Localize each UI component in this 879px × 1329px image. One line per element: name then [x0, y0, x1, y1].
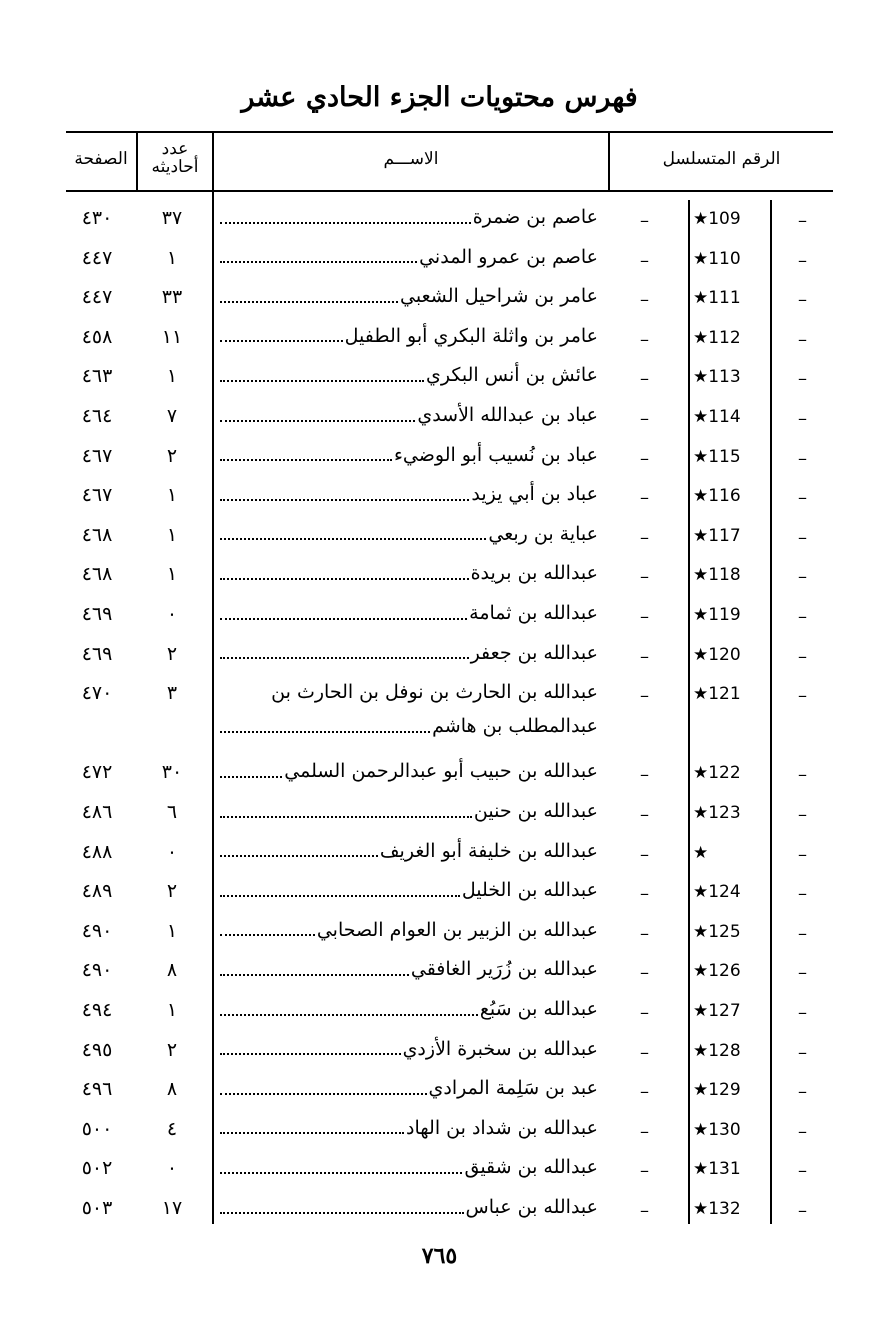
- page-title: فهرس محتويات الجزء الحادي عشر: [241, 82, 638, 113]
- row-hadith-count: ٨: [166, 1078, 178, 1101]
- row-name: [220, 952, 598, 986]
- row-page-number: ٤٩٥: [81, 1038, 113, 1061]
- row-page-number: ٥٠٠: [81, 1117, 113, 1140]
- row-name-line: [220, 517, 598, 551]
- row-hadith-count: ١: [166, 365, 178, 388]
- row-page-number: ٤٨٩: [81, 880, 113, 903]
- row-hadith-count: ١٧: [161, 1197, 183, 1219]
- row-page-number: ٤٥٨: [81, 325, 113, 348]
- row-name: [220, 675, 598, 743]
- column-divider-count: [212, 132, 214, 1224]
- row-hadith-count: ١١: [161, 325, 183, 348]
- row-name-text: عبد بن سَلِمة المرادي: [428, 1077, 598, 1100]
- row-serial-number: ★131: [693, 1159, 741, 1180]
- row-name: [220, 398, 598, 432]
- row-hadith-count: ٢: [166, 880, 178, 903]
- row-dash-right: –: [798, 328, 807, 350]
- row-serial-number: ★132: [693, 1199, 741, 1219]
- row-hadith-count: ٣: [166, 682, 178, 705]
- row-name: [220, 913, 598, 947]
- row-name: [220, 517, 598, 551]
- row-page-number: ٤٦٧: [81, 444, 113, 467]
- row-name-text: عائش بن أنس البكري: [426, 364, 598, 387]
- header-name: الاســـم: [383, 149, 439, 169]
- row-name-text: عبدالله بن سَبُع: [479, 998, 598, 1020]
- row-page-number: ٤٦٩: [81, 642, 113, 665]
- row-dash-middle: –: [640, 1160, 649, 1182]
- row-dash-middle: –: [640, 764, 649, 786]
- row-dash-middle: –: [640, 606, 649, 627]
- row-dash-right: –: [798, 645, 807, 667]
- row-page-number: ٤٦٩: [81, 603, 113, 625]
- row-dash-middle: –: [640, 1081, 649, 1103]
- row-dash-right: –: [798, 526, 807, 548]
- row-page-number: ٥٠٢: [81, 1157, 113, 1180]
- row-name-line: [220, 319, 598, 353]
- row-page-number: ٤٦٧: [81, 484, 113, 507]
- row-name-text: عبدالله بن الزبير بن العوام الصحابي: [316, 918, 598, 941]
- table-top-rule: [66, 131, 833, 133]
- row-page-number: ٤٨٦: [81, 801, 113, 823]
- row-serial-number: ★118: [693, 565, 741, 586]
- row-hadith-count: ٣٣: [161, 286, 183, 309]
- row-dash-middle: –: [640, 289, 649, 311]
- row-name-text: عبدالمطلب بن هاشم: [432, 715, 598, 738]
- header-divider-page: [136, 132, 138, 190]
- row-name: [220, 358, 598, 392]
- dotted-leader: [220, 854, 378, 857]
- row-name: [220, 438, 598, 472]
- dotted-leader: [220, 1171, 462, 1174]
- row-name-line: [220, 873, 598, 907]
- dotted-leader: [220, 1052, 401, 1055]
- row-name-line: [220, 1032, 598, 1066]
- row-serial-number: ★: [693, 842, 709, 863]
- row-serial-number: ★129: [693, 1080, 741, 1101]
- dotted-leader: [220, 933, 315, 936]
- row-dash-middle: –: [640, 922, 649, 944]
- row-name-line: [220, 1190, 598, 1224]
- row-name-line: [220, 709, 598, 743]
- row-name: [220, 240, 598, 274]
- row-name-text: عبدالله بن عباس: [465, 1196, 598, 1218]
- row-page-number: ٤٦٨: [81, 523, 113, 546]
- row-name: [220, 1150, 598, 1184]
- row-name-line: [220, 477, 598, 511]
- row-dash-right: –: [798, 922, 807, 944]
- row-page-number: ٤٩٤: [81, 999, 113, 1021]
- row-name-line: [220, 200, 598, 234]
- row-hadith-count: ١: [166, 484, 178, 507]
- row-hadith-count: ٦: [166, 801, 178, 823]
- row-name-line: [220, 556, 598, 590]
- row-page-number: ٤٩٦: [81, 1078, 113, 1101]
- row-name-text: عبدالله بن الخليل: [461, 879, 598, 902]
- row-serial-number: ★115: [693, 446, 741, 467]
- dotted-leader: [220, 458, 392, 461]
- row-dash-middle: –: [640, 408, 649, 429]
- row-name-text: عبدالله بن شقيق: [464, 1156, 598, 1179]
- row-name-text: عباد بن نُسيب أبو الوضيء: [393, 443, 598, 466]
- row-name-line: [220, 675, 598, 709]
- row-serial-number: ★116: [693, 486, 741, 507]
- row-name-text: عباد بن عبدالله الأسدي: [417, 404, 598, 426]
- row-name-line: [220, 952, 598, 986]
- dotted-leader: [220, 260, 417, 263]
- row-hadith-count: ٧: [166, 405, 178, 427]
- row-name-text: عبدالله بن ثمامة: [469, 602, 598, 624]
- row-dash-right: –: [798, 447, 807, 469]
- row-dash-right: –: [798, 249, 807, 271]
- dotted-leader: [220, 617, 467, 620]
- row-name-line: [220, 794, 598, 828]
- row-hadith-count: ١: [166, 246, 178, 269]
- row-serial-number: ★127: [693, 1001, 741, 1021]
- row-page-number: ٤٨٨: [81, 840, 113, 863]
- row-serial-number: ★110: [693, 248, 741, 269]
- dotted-leader: [220, 815, 472, 818]
- row-dash-right: –: [798, 566, 807, 588]
- row-name-text: عبدالله بن الحارث بن نوفل بن الحارث بن: [271, 681, 598, 704]
- dotted-leader: [220, 537, 486, 540]
- row-dash-right: –: [798, 487, 807, 509]
- row-serial-number: ★130: [693, 1119, 741, 1140]
- row-dash-right: –: [798, 764, 807, 786]
- row-hadith-count: ١: [166, 523, 178, 546]
- row-name-line: [220, 279, 598, 313]
- row-name-line: [220, 636, 598, 670]
- row-name: [220, 1111, 598, 1145]
- row-name: [220, 1071, 598, 1105]
- row-page-number: ٤٦٣: [81, 365, 113, 388]
- row-hadith-count: ٢: [166, 1038, 178, 1061]
- row-name-line: [220, 1071, 598, 1105]
- row-name-text: عبدالله بن زُرَير الغافقي: [410, 958, 598, 981]
- dotted-leader: [220, 300, 398, 303]
- header-page: الصفحة: [74, 149, 128, 169]
- row-dash-right: –: [798, 1160, 807, 1182]
- row-name-text: عبدالله بن حبيب أبو عبدالرحمن السلمي: [284, 760, 598, 783]
- row-name-text: عامر بن واثلة البكري أبو الطفيل: [344, 324, 598, 347]
- row-page-number: ٤٦٤: [81, 405, 113, 427]
- dotted-leader: [220, 379, 424, 382]
- serial-left-divider: [688, 200, 690, 1224]
- row-serial-number: ★117: [693, 525, 741, 546]
- row-hadith-count: ٠: [166, 840, 178, 863]
- row-serial-number: ★122: [693, 763, 741, 784]
- dotted-leader: [220, 656, 469, 659]
- row-dash-right: –: [798, 1041, 807, 1063]
- row-page-number: ٤٩٠: [81, 919, 113, 942]
- row-hadith-count: ٨: [166, 959, 178, 982]
- row-name-text: عبدالله بن بريدة: [470, 562, 598, 585]
- row-page-number: ٤٤٧: [81, 246, 113, 269]
- row-page-number: ٤٦٨: [81, 563, 113, 586]
- row-name: [220, 834, 598, 868]
- page-number: ٧٦٥: [421, 1243, 458, 1269]
- row-dash-middle: –: [640, 962, 649, 984]
- row-dash-middle: –: [640, 1120, 649, 1142]
- row-name: [220, 477, 598, 511]
- header-count: عدد أحاديثه: [151, 139, 199, 177]
- row-dash-middle: –: [640, 883, 649, 905]
- row-name: [220, 636, 598, 670]
- row-serial-number: ★128: [693, 1040, 741, 1061]
- row-dash-right: –: [798, 408, 807, 429]
- row-serial-number: ★120: [693, 644, 741, 665]
- row-name: [220, 279, 598, 313]
- row-dash-middle: –: [640, 685, 649, 707]
- row-serial-number: ★109: [693, 209, 741, 229]
- row-dash-right: –: [798, 368, 807, 390]
- row-name-line: [220, 438, 598, 472]
- row-serial-number: ★123: [693, 803, 741, 823]
- row-hadith-count: ٤: [166, 1117, 178, 1140]
- dotted-leader: [220, 1092, 427, 1095]
- row-page-number: ٤٩٠: [81, 959, 113, 982]
- dotted-leader: [220, 894, 460, 897]
- row-hadith-count: ٢: [166, 642, 178, 665]
- row-name: [220, 873, 598, 907]
- row-dash-middle: –: [640, 249, 649, 271]
- row-name-text: عباية بن ربعي: [488, 522, 598, 545]
- row-dash-middle: –: [640, 210, 649, 231]
- row-dash-right: –: [798, 606, 807, 627]
- row-dash-middle: –: [640, 328, 649, 350]
- row-dash-middle: –: [640, 526, 649, 548]
- row-name-text: عاصم بن ضمرة: [472, 206, 598, 228]
- row-page-number: ٤٣٠: [81, 207, 113, 229]
- row-hadith-count: ٠: [166, 603, 178, 625]
- row-dash-middle: –: [640, 1200, 649, 1221]
- row-dash-right: –: [798, 1002, 807, 1023]
- row-name-line: [220, 913, 598, 947]
- serial-right-divider: [770, 200, 772, 1224]
- dotted-leader: [220, 419, 415, 422]
- row-serial-number: ★113: [693, 367, 741, 388]
- row-name-line: [220, 1150, 598, 1184]
- row-serial-number: ★121: [693, 684, 741, 705]
- dotted-leader: [220, 339, 343, 342]
- dotted-leader: [220, 775, 282, 778]
- row-name-line: [220, 754, 598, 788]
- row-page-number: ٤٧٠: [81, 682, 113, 705]
- row-name: [220, 794, 598, 828]
- row-name-text: عامر بن شراحيل الشعبي: [400, 285, 598, 308]
- row-name-line: [220, 992, 598, 1026]
- row-hadith-count: ٣٧: [161, 207, 183, 229]
- row-hadith-count: ٠: [166, 1157, 178, 1180]
- header-bottom-rule: [66, 190, 833, 192]
- row-page-number: ٤٤٧: [81, 286, 113, 309]
- row-dash-middle: –: [640, 487, 649, 509]
- row-name-text: عبدالله بن جعفر: [470, 641, 598, 664]
- row-dash-right: –: [798, 843, 807, 865]
- row-hadith-count: ١: [166, 563, 178, 586]
- row-name: [220, 1032, 598, 1066]
- row-name-text: عبدالله بن شداد بن الهاد: [406, 1116, 598, 1139]
- row-name-text: عبدالله بن سخبرة الأزدي: [402, 1037, 598, 1060]
- dotted-leader: [220, 221, 471, 224]
- dotted-leader: [220, 973, 409, 976]
- row-hadith-count: ١: [166, 919, 178, 942]
- row-name-line: [220, 1111, 598, 1145]
- row-name-text: عبدالله بن حنين: [473, 800, 598, 822]
- row-dash-right: –: [798, 1200, 807, 1221]
- row-name-line: [220, 240, 598, 274]
- header-serial: الرقم المتسلسل: [662, 149, 781, 169]
- row-hadith-count: ١: [166, 999, 178, 1021]
- row-dash-middle: –: [640, 447, 649, 469]
- row-name: [220, 596, 598, 630]
- row-serial-number: ★112: [693, 327, 741, 348]
- dotted-leader: [220, 1211, 464, 1214]
- row-dash-middle: –: [640, 368, 649, 390]
- row-name: [220, 319, 598, 353]
- row-name: [220, 992, 598, 1026]
- row-dash-right: –: [798, 883, 807, 905]
- dotted-leader: [220, 577, 469, 580]
- row-name: [220, 1190, 598, 1224]
- row-serial-number: ★111: [693, 288, 741, 309]
- row-name-text: عاصم بن عمرو المدني: [419, 245, 598, 268]
- row-serial-number: ★125: [693, 921, 741, 942]
- row-dash-right: –: [798, 210, 807, 231]
- row-serial-number: ★126: [693, 961, 741, 982]
- row-dash-right: –: [798, 804, 807, 825]
- row-dash-right: –: [798, 962, 807, 984]
- dotted-leader: [220, 1013, 478, 1016]
- row-dash-middle: –: [640, 1002, 649, 1023]
- row-dash-middle: –: [640, 843, 649, 865]
- row-dash-right: –: [798, 1120, 807, 1142]
- dotted-leader: [220, 1131, 404, 1134]
- row-dash-right: –: [798, 289, 807, 311]
- row-name-text: عبدالله بن خليفة أبو الغريف: [379, 839, 598, 862]
- row-name: [220, 754, 598, 788]
- row-hadith-count: ٣٠: [161, 761, 183, 784]
- row-hadith-count: ٢: [166, 444, 178, 467]
- row-name-text: عباد بن أبي يزيد: [471, 483, 598, 506]
- row-dash-middle: –: [640, 566, 649, 588]
- row-serial-number: ★124: [693, 882, 741, 903]
- row-name-line: [220, 834, 598, 868]
- row-dash-middle: –: [640, 645, 649, 667]
- row-name-line: [220, 596, 598, 630]
- row-serial-number: ★119: [693, 605, 741, 625]
- row-dash-right: –: [798, 1081, 807, 1103]
- dotted-leader: [220, 498, 469, 501]
- row-dash-middle: –: [640, 1041, 649, 1063]
- dotted-leader: [220, 730, 430, 733]
- row-page-number: ٥٠٣: [81, 1197, 113, 1219]
- row-name: [220, 556, 598, 590]
- row-dash-middle: –: [640, 804, 649, 825]
- row-name-line: [220, 358, 598, 392]
- row-name-line: [220, 398, 598, 432]
- row-name: [220, 200, 598, 234]
- row-serial-number: ★114: [693, 407, 741, 427]
- row-dash-right: –: [798, 685, 807, 707]
- row-page-number: ٤٧٢: [81, 761, 113, 784]
